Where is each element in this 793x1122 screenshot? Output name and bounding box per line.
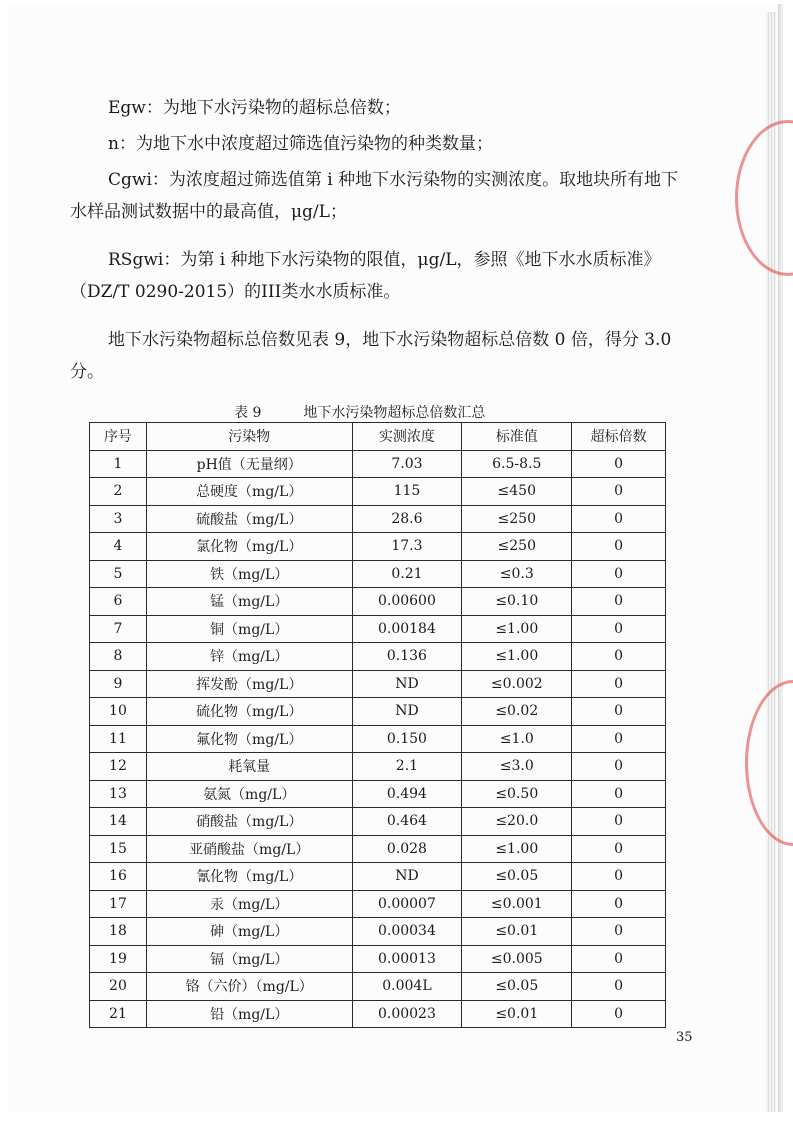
cell-standard: ≤0.05: [462, 863, 572, 891]
cell-pollutant: 挥发酚（mg/L）: [146, 670, 352, 698]
cell-measured: 0.004L: [352, 973, 462, 1001]
header-measured: 实测浓度: [352, 423, 462, 451]
cell-standard: ≤1.00: [462, 615, 572, 643]
table-row: [90, 918, 666, 946]
cell-measured: ND: [352, 698, 462, 726]
page-number: 35: [676, 1030, 693, 1045]
cell-pollutant: 氰化物（mg/L）: [146, 863, 352, 891]
pollutant-table: [89, 422, 666, 1028]
table-row: [90, 478, 666, 506]
table-row: [90, 533, 666, 561]
cell-measured: 0.00184: [352, 615, 462, 643]
cell-index: 5: [90, 560, 147, 588]
table-row: [90, 698, 666, 726]
cell-measured: 17.3: [352, 533, 462, 561]
cell-exceed: 0: [572, 863, 666, 891]
cell-standard: ≤250: [462, 533, 572, 561]
cell-standard: ≤1.0: [462, 725, 572, 753]
paragraph-egw: Egw：为地下水污染物的超标总倍数；: [108, 98, 401, 118]
cell-index: 10: [90, 698, 147, 726]
cell-exceed: 0: [572, 643, 666, 671]
cell-standard: ≤1.00: [462, 643, 572, 671]
cell-index: 8: [90, 643, 147, 671]
table-row: [90, 725, 666, 753]
paragraph-n: n：为地下水中浓度超过筛选值污染物的种类数量；: [108, 134, 493, 154]
cell-exceed: 0: [572, 533, 666, 561]
paragraph-summary: 地下水污染物超标总倍数见表 9，地下水污染物超标总倍数 0 倍，得分 3.0 分。: [70, 330, 672, 382]
table-caption-number: 表 9: [234, 405, 262, 421]
cell-index: 11: [90, 725, 147, 753]
paragraph-cgwi: Cgwi：为浓度超过筛选值第 i 种地下水污染物的实测浓度。取地块所有地下水样品测试数据中的最高值，μg/L；: [70, 170, 679, 222]
cell-pollutant: 锌（mg/L）: [146, 643, 352, 671]
cell-exceed: 0: [572, 560, 666, 588]
cell-pollutant: 镉（mg/L）: [146, 945, 352, 973]
cell-pollutant: 锰（mg/L）: [146, 588, 352, 616]
cell-measured: ND: [352, 670, 462, 698]
cell-exceed: 0: [572, 478, 666, 506]
table-row: [90, 973, 666, 1001]
cell-exceed: 0: [572, 973, 666, 1001]
table-caption: [234, 402, 485, 422]
cell-standard: 6.5-8.5: [462, 450, 572, 478]
cell-standard: ≤250: [462, 505, 572, 533]
cell-exceed: 0: [572, 615, 666, 643]
cell-index: 2: [90, 478, 147, 506]
cell-measured: 115: [352, 478, 462, 506]
table-row: [90, 505, 666, 533]
cell-exceed: 0: [572, 808, 666, 836]
table-row: [90, 890, 666, 918]
cell-standard: ≤0.02: [462, 698, 572, 726]
header-pollutant: 污染物: [146, 423, 352, 451]
table-row: [90, 670, 666, 698]
header-exceed: 超标倍数: [572, 423, 666, 451]
cell-standard: ≤0.05: [462, 973, 572, 1001]
cell-standard: ≤0.01: [462, 1000, 572, 1028]
paragraph-rsgwi: RSgwi：为第 i 种地下水污染物的限值，μg/L，参照《地下水水质标准》（DZ/T 0290-2015）的III类水水质标准。: [70, 250, 661, 302]
table-body: [90, 450, 666, 1028]
cell-standard: ≤0.005: [462, 945, 572, 973]
cell-exceed: 0: [572, 753, 666, 781]
cell-standard: ≤0.002: [462, 670, 572, 698]
cell-pollutant: 硫酸盐（mg/L）: [146, 505, 352, 533]
cell-index: 18: [90, 918, 147, 946]
document-page: [8, 4, 779, 1112]
table-row: [90, 615, 666, 643]
cell-exceed: 0: [572, 890, 666, 918]
table-row: [90, 753, 666, 781]
table-row: [90, 1000, 666, 1028]
cell-measured: ND: [352, 863, 462, 891]
cell-exceed: 0: [572, 945, 666, 973]
cell-standard: ≤20.0: [462, 808, 572, 836]
cell-pollutant: 氟化物（mg/L）: [146, 725, 352, 753]
cell-measured: 0.464: [352, 808, 462, 836]
cell-standard: ≤0.50: [462, 780, 572, 808]
cell-index: 14: [90, 808, 147, 836]
cell-measured: 7.03: [352, 450, 462, 478]
cell-index: 4: [90, 533, 147, 561]
cell-index: 1: [90, 450, 147, 478]
table-row: [90, 780, 666, 808]
cell-measured: 28.6: [352, 505, 462, 533]
cell-measured: 0.136: [352, 643, 462, 671]
table-row: [90, 835, 666, 863]
cell-pollutant: 总硬度（mg/L）: [146, 478, 352, 506]
table-row: [90, 588, 666, 616]
cell-exceed: 0: [572, 725, 666, 753]
cell-index: 7: [90, 615, 147, 643]
cell-standard: ≤0.01: [462, 918, 572, 946]
cell-measured: 0.150: [352, 725, 462, 753]
cell-index: 21: [90, 1000, 147, 1028]
table-row: [90, 450, 666, 478]
cell-pollutant: 铅（mg/L）: [146, 1000, 352, 1028]
header-standard: 标准值: [462, 423, 572, 451]
cell-exceed: 0: [572, 918, 666, 946]
cell-standard: ≤3.0: [462, 753, 572, 781]
cell-index: 6: [90, 588, 147, 616]
cell-exceed: 0: [572, 450, 666, 478]
table-row: [90, 560, 666, 588]
cell-pollutant: 铜（mg/L）: [146, 615, 352, 643]
cell-index: 16: [90, 863, 147, 891]
cell-pollutant: 氯化物（mg/L）: [146, 533, 352, 561]
cell-index: 13: [90, 780, 147, 808]
cell-index: 15: [90, 835, 147, 863]
cell-standard: ≤1.00: [462, 835, 572, 863]
cell-exceed: 0: [572, 780, 666, 808]
cell-pollutant: 汞（mg/L）: [146, 890, 352, 918]
cell-pollutant: 砷（mg/L）: [146, 918, 352, 946]
cell-index: 3: [90, 505, 147, 533]
cell-pollutant: 铁（mg/L）: [146, 560, 352, 588]
cell-measured: 0.21: [352, 560, 462, 588]
cell-index: 19: [90, 945, 147, 973]
cell-index: 12: [90, 753, 147, 781]
table-row: [90, 643, 666, 671]
cell-measured: 0.028: [352, 835, 462, 863]
table-caption-title: 地下水污染物超标总倍数汇总: [303, 405, 486, 421]
cell-measured: 0.00007: [352, 890, 462, 918]
cell-exceed: 0: [572, 698, 666, 726]
cell-pollutant: 铬（六价）（mg/L）: [146, 973, 352, 1001]
cell-exceed: 0: [572, 588, 666, 616]
cell-pollutant: 氨氮（mg/L）: [146, 780, 352, 808]
table-row: [90, 863, 666, 891]
cell-standard: ≤450: [462, 478, 572, 506]
cell-pollutant: 硫化物（mg/L）: [146, 698, 352, 726]
cell-pollutant: 硝酸盐（mg/L）: [146, 808, 352, 836]
cell-measured: 0.00023: [352, 1000, 462, 1028]
table-row: [90, 808, 666, 836]
table-header-row: [90, 423, 666, 451]
cell-index: 17: [90, 890, 147, 918]
cell-exceed: 0: [572, 835, 666, 863]
cell-measured: 0.00600: [352, 588, 462, 616]
cell-standard: ≤0.10: [462, 588, 572, 616]
cell-standard: ≤0.001: [462, 890, 572, 918]
cell-index: 9: [90, 670, 147, 698]
cell-pollutant: 耗氧量: [146, 753, 352, 781]
cell-exceed: 0: [572, 505, 666, 533]
header-index: 序号: [90, 423, 147, 451]
cell-standard: ≤0.3: [462, 560, 572, 588]
cell-pollutant: pH值（无量纲）: [146, 450, 352, 478]
cell-index: 20: [90, 973, 147, 1001]
cell-exceed: 0: [572, 1000, 666, 1028]
cell-exceed: 0: [572, 670, 666, 698]
cell-measured: 0.494: [352, 780, 462, 808]
table-row: [90, 945, 666, 973]
cell-measured: 2.1: [352, 753, 462, 781]
cell-measured: 0.00034: [352, 918, 462, 946]
cell-measured: 0.00013: [352, 945, 462, 973]
cell-pollutant: 亚硝酸盐（mg/L）: [146, 835, 352, 863]
